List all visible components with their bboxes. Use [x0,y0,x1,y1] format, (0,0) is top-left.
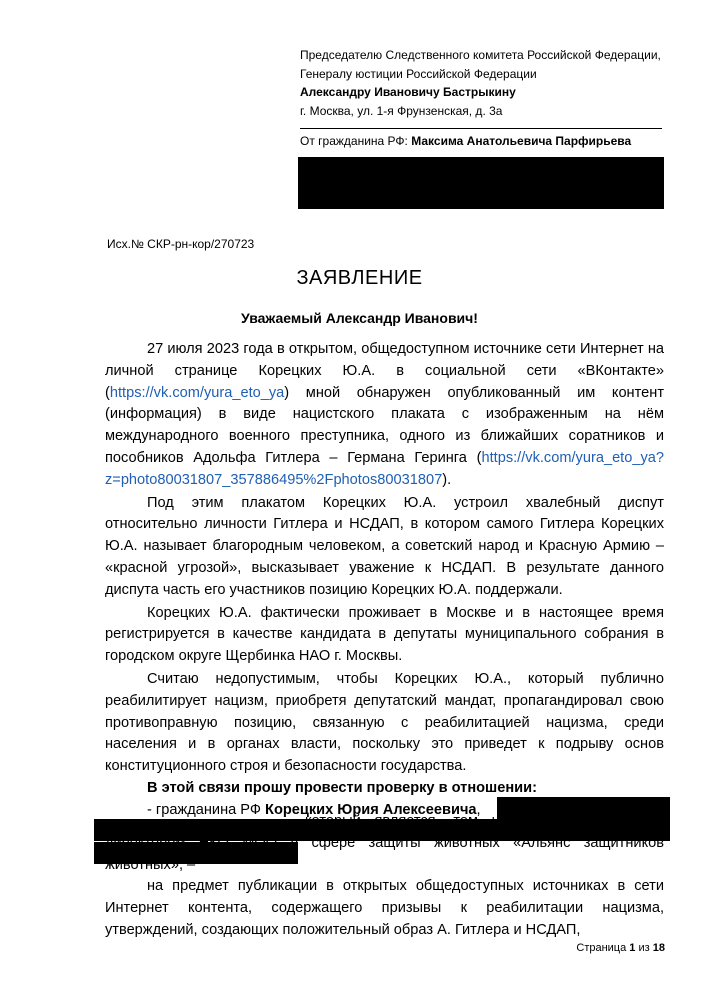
paragraph-2: Под этим плакатом Корецких Ю.А. устроил хвалебный диспут относительно личности Гитлера и НСДАП, в котором самого Гитлера Корецких Ю.А. называет благородным человеком, а советский народ и Красную Армию – «красной угрозой», высказывает уважение к НСДАП. В результате данного диспута часть его участников позицию Корецких Ю.А. поддержали. [105,494,664,598]
current-page: 1 [629,942,636,954]
p6-comma: , [476,801,481,818]
vk-photo-link[interactable]: https://vk.com/yura_eto_ya?z=photo80031807_357886495%2Fphotos80031807 [105,449,664,488]
page-of: из [638,942,650,954]
addressee-block [300,46,661,120]
from-name: Максима Анатольевича Парфирьева [411,134,632,148]
vk-profile-link[interactable]: https://vk.com/yura_eto_ya [109,384,285,401]
page-footer [576,942,665,954]
greeting: Уважаемый Александр Иванович! [241,310,478,326]
addressee-line-3: Александру Ивановичу Бастрыкину [300,85,516,99]
paragraph-8: на предмет публикации в открытых общедоступных источниках в сети Интернет контента, содержащего призывы к реабилитации нацизма, утверждений, создающих положительный образ А. Гитлера и НСДАП, [105,878,664,938]
document-title: ЗАЯВЛЕНИЕ [296,267,423,289]
page-label: Страница [576,942,627,954]
addressee-line-1: Председателю Следственного комитета Российской Федерации, [300,48,661,62]
addressee-line-4: г. Москва, ул. 1-я Фрунзенская, д. 3а [300,103,503,118]
letter-body-continued [105,811,664,942]
from-label: От гражданина РФ: [300,134,408,148]
subject-name: Корецких Юрия Алексеевича [265,801,477,818]
paragraph-5: В этой связи прошу провести проверку в отношении: [147,779,537,796]
letter-body [105,339,664,822]
redaction-block [298,157,664,209]
outgoing-reference: Исх.№ СКР-рн-кор/270723 [107,237,255,251]
from-line [300,134,631,148]
p6-prefix: - гражданина РФ [147,801,266,818]
paragraph-4: Считаю недопустимым, чтобы Корецких Ю.А., который публично реабилитирует нацизм, приобретя депутатский мандат, пропагандировал свою противоправную позицию, связанную с реабилитацией нацизма, среди населения и в органах власти, поскольку это приведет к подрыву основ конституционного строя и безопасности государства. [105,670,664,775]
paragraph-7: который является, том числе, исполнительным директором НКО МОО в сфере защиты животных «Альянс защитников животных», – [105,813,664,873]
p1-text-b: ) мной обнаружен опубликованный им контент (информация) в виде нацистского плаката с изображенным на нём международного военного преступника, одного из ближайших соратников и пособников Адольфа Гитлера – Германа Геринга ( [105,384,664,466]
separator-line [300,128,662,129]
addressee-line-2: Генералу юстиции Российской Федерации [300,66,537,81]
paragraph-1 [105,339,664,492]
p1-text-c: ). [442,471,452,488]
paragraph-3: Корецких Ю.А. фактически проживает в Москве и в настоящее время регистрируется в качестве кандидата в депутаты муниципального собрания в городском округе Щербинка НАО г. Москвы. [105,604,664,665]
total-pages: 18 [652,942,665,954]
p1-text-a: 27 июля 2023 года в открытом, общедоступном источнике сети Интернет на личной странице Корецких Ю.А. в социальной сети «ВКонтакте» ( [105,341,664,401]
